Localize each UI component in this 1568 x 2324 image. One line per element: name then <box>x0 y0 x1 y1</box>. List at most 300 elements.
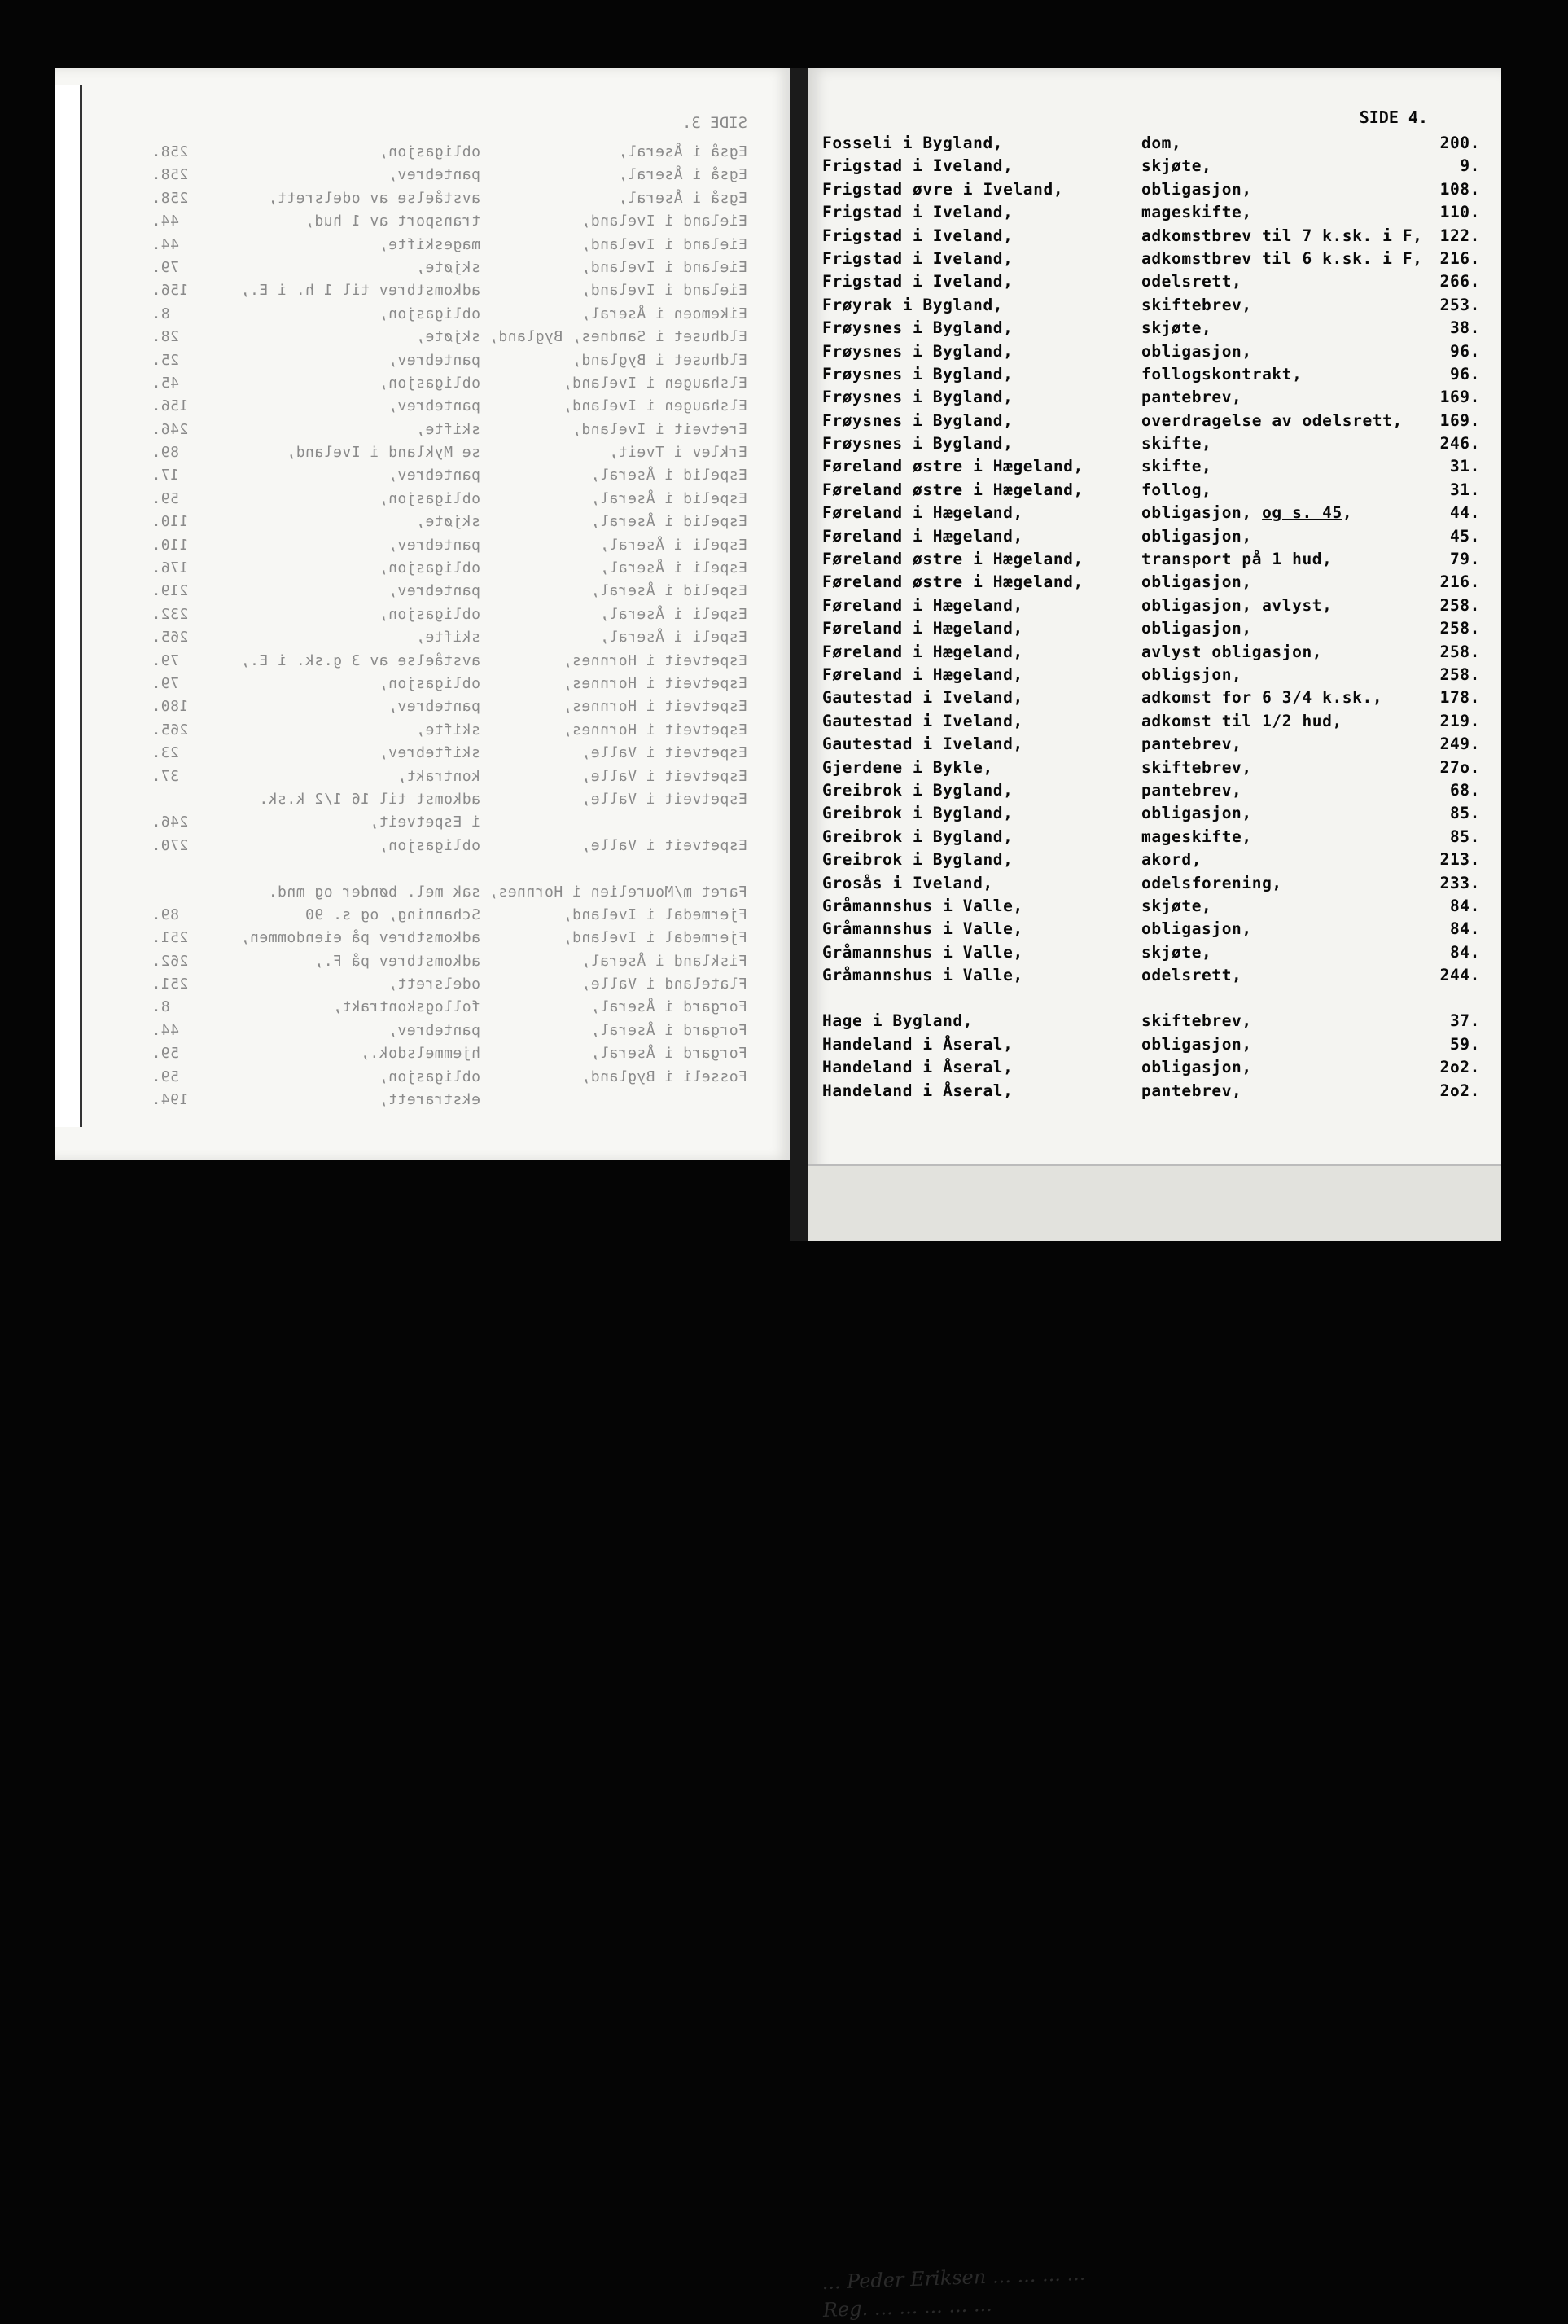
bleed-page: 156. <box>151 282 189 300</box>
bleed-row <box>55 976 790 998</box>
bleed-row <box>55 1068 790 1091</box>
bleed-place: Espelid i Åseral, <box>590 582 747 600</box>
bleed-row <box>55 143 790 166</box>
place-name: Gråmannshus i Valle, <box>822 966 1023 985</box>
document-type <box>1141 249 1423 268</box>
left-page <box>55 68 790 1160</box>
index-row <box>808 249 1501 272</box>
page-reference: 2o2. <box>1439 1058 1480 1077</box>
page-reference: 68. <box>1449 780 1480 800</box>
bleed-doc: obligasjon, <box>379 374 480 392</box>
bleed-row <box>55 1045 790 1068</box>
document-type-text: obligasjon, <box>1141 1034 1252 1054</box>
document-type <box>1141 665 1242 684</box>
document-type-text: obligasjon, <box>1141 572 1252 592</box>
bleed-row <box>55 582 790 605</box>
bleed-row <box>55 884 790 906</box>
bleed-place: Eldhuset i Bygland, <box>572 351 747 369</box>
right-page <box>808 68 1501 2322</box>
index-row <box>808 1035 1501 1058</box>
handwritten-line-2: Reg. ... ... ... ... ... <box>822 2292 993 2322</box>
document-type-text: odelsforening, <box>1141 873 1282 892</box>
page-reference: 59. <box>1449 1034 1480 1054</box>
document-type-text: obligasjon, <box>1141 526 1252 546</box>
place-name: Føreland østre i Hægeland, <box>822 550 1084 569</box>
document-type <box>1141 318 1211 337</box>
document-type-text: follog, <box>1141 480 1212 499</box>
bleed-row <box>55 1022 790 1045</box>
bleed-row <box>55 629 790 651</box>
bleed-row <box>55 744 790 767</box>
place-name: Gautestad i Iveland, <box>822 734 1023 754</box>
bleed-doc: ekstrarett, <box>379 1091 480 1109</box>
document-type-text: obligsjon, <box>1141 664 1242 684</box>
bleed-doc: pantebrev, <box>388 467 480 485</box>
document-type-text: skjøte, <box>1141 942 1212 962</box>
page-reference: 258. <box>1439 619 1480 638</box>
document-type-text: skiftebrev, <box>1141 1011 1252 1031</box>
index-row <box>808 919 1501 942</box>
index-row <box>808 457 1501 480</box>
bleed-page: 110. <box>151 536 189 554</box>
place-name: Frigstad i Iveland, <box>822 203 1014 222</box>
page-reference: 9. <box>1460 156 1480 176</box>
index-row <box>808 203 1501 226</box>
page-reference: 84. <box>1449 896 1480 915</box>
bleed-place: Forgard i Åseral, <box>590 998 747 1016</box>
page-reference: 110. <box>1439 203 1480 222</box>
page-reference: 200. <box>1439 134 1480 152</box>
bleed-doc: avståelse av odelsrett, <box>268 189 480 207</box>
page-reference: 96. <box>1449 364 1480 384</box>
bleed-page: 89. <box>151 444 180 462</box>
document-type <box>1141 688 1382 707</box>
place-name: Føreland i Hægeland, <box>822 526 1023 546</box>
document-type <box>1141 804 1252 822</box>
bleed-row <box>55 698 790 721</box>
bleed-place: Espeli i Åseral, <box>599 605 747 623</box>
document-type-text: mageskifte, <box>1141 827 1252 846</box>
page-reference: 79. <box>1449 550 1480 569</box>
bleed-row <box>55 259 790 282</box>
index-row <box>808 572 1501 595</box>
bleed-place: Espeli i Åseral, <box>599 559 747 577</box>
place-name: Frøysnes i Bygland, <box>822 341 1014 361</box>
place-name: Frøysnes i Bygland, <box>822 410 1014 430</box>
bleed-row <box>55 166 790 189</box>
document-type-text: follogskontrakt, <box>1141 364 1303 384</box>
page-reference: 258. <box>1439 595 1480 615</box>
bleed-page: 89. <box>151 905 180 923</box>
page-reference: 84. <box>1449 942 1480 962</box>
bleed-page: 59. <box>151 1068 180 1085</box>
bleed-doc: obligasjon, <box>379 489 480 507</box>
place-name: Gjerdene i Bykle, <box>822 757 993 777</box>
document-type <box>1141 781 1242 800</box>
document-type-text: skjøte, <box>1141 156 1212 176</box>
cross-reference: og s. 45 <box>1262 503 1342 523</box>
bleed-doc: pantebrev, <box>388 536 480 554</box>
bleed-doc: obligasjon, <box>379 836 480 854</box>
place-name: Greibrok i Bygland, <box>822 804 1014 823</box>
place-name: Handeland i Åseral, <box>822 1034 1014 1054</box>
document-type <box>1141 1035 1252 1054</box>
document-type-text: skjøte, <box>1141 318 1212 338</box>
bleed-page: 28. <box>151 328 180 346</box>
bleed-doc: pantebrev, <box>388 166 480 184</box>
bleed-page: 258. <box>151 143 189 160</box>
bleed-place: Espetveit i Valle, <box>580 767 747 785</box>
index-row <box>808 966 1501 989</box>
document-type-text: skifte, <box>1141 434 1212 454</box>
bleed-place: Forgard i Åseral, <box>590 1045 747 1063</box>
bleed-doc: odelsrett, <box>388 976 480 993</box>
index-row <box>808 596 1501 619</box>
bleed-row <box>55 837 790 860</box>
document-type <box>1141 874 1282 892</box>
bleed-page: 110. <box>151 513 189 531</box>
place-name: Hage i Bygland, <box>822 1011 974 1031</box>
bleed-page: 265. <box>151 629 189 647</box>
bleed-place: Eldhuset i Sandnes, Bygland, <box>488 328 747 346</box>
bleed-page: 258. <box>151 166 189 184</box>
bleed-doc: i Espetveit, <box>369 813 480 831</box>
bleed-row <box>55 421 790 444</box>
place-name: Føreland i Hægeland, <box>822 642 1023 661</box>
bleed-page: 17. <box>151 467 180 485</box>
document-type: obligasjon, og s. 45, <box>1141 503 1353 523</box>
place-name: Greibrok i Bygland, <box>822 780 1014 800</box>
document-type <box>1141 272 1242 291</box>
bleed-place: Espetveit i Valle, <box>580 790 747 808</box>
index-row <box>808 365 1501 388</box>
document-type-text: obligasjon, <box>1141 1058 1252 1077</box>
place-name: Frigstad i Iveland, <box>822 156 1014 176</box>
bleed-doc: obligasjon, <box>379 1068 480 1085</box>
page-reference: 45. <box>1449 526 1480 546</box>
page-number: SIDE 4. <box>1359 107 1428 127</box>
index-row <box>808 318 1501 341</box>
place-name: Føreland i Hægeland, <box>822 664 1023 684</box>
index-row <box>808 226 1501 249</box>
bleed-row <box>55 791 790 813</box>
left-index-list <box>55 143 790 1114</box>
bleed-place: Forgard i Åseral, <box>590 1021 747 1039</box>
bleed-row <box>55 675 790 698</box>
document-type-text: adkomst for 6 3/4 k.sk., <box>1141 688 1383 708</box>
bleed-doc: adkomst til 16 1/2 k.sk. <box>258 790 480 808</box>
bleed-place: Eieland i Iveland, <box>580 258 747 276</box>
place-name: Gråmannshus i Valle, <box>822 896 1023 915</box>
document-type-text: adkomst til 1/2 hud, <box>1141 711 1342 730</box>
bleed-doc: adkomstbrev på F., <box>313 952 480 970</box>
document-type <box>1141 919 1252 938</box>
document-type <box>1141 226 1423 245</box>
bleed-doc: pantebrev, <box>388 397 480 415</box>
index-row <box>808 527 1501 550</box>
page-reference: 178. <box>1439 688 1480 708</box>
bleed-place: Espetveit i Hornnes, <box>563 674 747 692</box>
place-name: Greibrok i Bygland, <box>822 827 1014 846</box>
handwritten-strip <box>808 1164 1501 2322</box>
place-name: Frigstad i Iveland, <box>822 248 1014 268</box>
document-type <box>1141 134 1181 152</box>
document-type-text: adkomstbrev til 6 k.sk. i F, <box>1141 248 1423 268</box>
index-row <box>808 1058 1501 1081</box>
bleed-page: 59. <box>151 489 180 507</box>
document-type <box>1141 296 1252 314</box>
document-type-text: obligasjon, <box>1141 619 1252 638</box>
document-type <box>1141 1011 1252 1030</box>
bleed-page: 37. <box>151 767 180 785</box>
bleed-doc: skjøte, <box>415 328 480 346</box>
bleed-row <box>55 606 790 629</box>
bleed-doc: sak mel. bønder og mnd. <box>268 883 480 901</box>
bleed-place: Fjermedal i Iveland, <box>563 929 747 947</box>
page-reference: 169. <box>1439 410 1480 430</box>
place-name: Frigstad i Iveland, <box>822 272 1014 292</box>
document-type <box>1141 434 1211 453</box>
document-type <box>1141 527 1252 546</box>
bleed-row <box>55 375 790 397</box>
page-reference: 108. <box>1439 179 1480 199</box>
place-name: Frøysnes i Bygland, <box>822 318 1014 338</box>
bleed-doc: se Mykland i Iveland, <box>286 444 480 462</box>
bleed-place: Elshaugen i Iveland, <box>563 397 747 415</box>
bleed-doc: pantebrev, <box>388 351 480 369</box>
bleed-row <box>55 213 790 235</box>
page-reference: 258. <box>1439 642 1480 661</box>
bleed-doc: pantebrev, <box>388 698 480 716</box>
bleed-row <box>55 953 790 976</box>
index-row <box>808 411 1501 434</box>
bleed-doc: obligasjon, <box>379 305 480 322</box>
bleed-row <box>55 998 790 1021</box>
place-name: Gråmannshus i Valle, <box>822 919 1023 939</box>
page-reference: 249. <box>1439 734 1480 754</box>
document-type-text: akord, <box>1141 850 1202 870</box>
bleed-doc: Schanning, og s. 90 <box>304 905 480 923</box>
document-type <box>1141 897 1211 915</box>
document-type <box>1141 712 1342 730</box>
index-list <box>808 134 1501 1104</box>
place-name: Grosås i Iveland, <box>822 873 993 892</box>
document-type-text: skiftebrev, <box>1141 295 1252 314</box>
index-row <box>808 342 1501 365</box>
bleed-row <box>55 929 790 952</box>
document-type-text: skifte, <box>1141 457 1212 476</box>
page-reference: 213. <box>1439 850 1480 870</box>
bleed-row <box>55 652 790 675</box>
place-name: Frigstad øvre i Iveland, <box>822 179 1064 199</box>
bleed-row <box>55 813 790 836</box>
page-reference: 169. <box>1439 388 1480 407</box>
bleed-row <box>55 721 790 744</box>
document-type <box>1141 619 1252 638</box>
document-type-text: pantebrev, <box>1141 388 1242 407</box>
index-row <box>808 388 1501 410</box>
index-row <box>808 897 1501 919</box>
place-name: Handeland i Åseral, <box>822 1058 1014 1077</box>
document-type-text: odelsrett, <box>1141 966 1242 985</box>
bleed-doc: skjøte, <box>415 258 480 276</box>
bleed-through-text <box>55 68 790 1160</box>
bleed-row <box>55 559 790 582</box>
document-type-text: skjøte, <box>1141 896 1212 915</box>
bleed-row <box>55 490 790 513</box>
bleed-place: Espetveit i Hornnes, <box>563 721 747 739</box>
bleed-place: Espelid i Åseral, <box>590 489 747 507</box>
bleed-page: 270. <box>151 836 189 854</box>
bleed-page: 8. <box>151 305 170 322</box>
index-row <box>808 827 1501 850</box>
place-name: Frøyrak i Bygland, <box>822 295 1004 314</box>
index-row <box>808 480 1501 503</box>
bleed-doc: hjemmelsdok., <box>360 1045 480 1063</box>
index-row <box>808 943 1501 966</box>
place-name: Føreland i Hægeland, <box>822 619 1023 638</box>
bleed-page: 44. <box>151 235 180 253</box>
document-type <box>1141 596 1332 615</box>
document-type <box>1141 1081 1242 1100</box>
document-type-text: adkomstbrev til 7 k.sk. i F, <box>1141 226 1423 245</box>
document-type <box>1141 180 1252 199</box>
bleed-doc: transport av 1 hud, <box>304 213 480 230</box>
bleed-place: Espetveit i Valle, <box>580 836 747 854</box>
page-reference: 37. <box>1449 1011 1480 1031</box>
document-type-text: pantebrev, <box>1141 780 1242 800</box>
place-name: Fosseli i Bygland, <box>822 134 1004 152</box>
bleed-doc: follogskontrakt, <box>332 998 480 1016</box>
bleed-row <box>55 328 790 351</box>
document-type <box>1141 758 1252 777</box>
index-row <box>808 134 1501 156</box>
page-reference: 258. <box>1439 664 1480 684</box>
place-name: Føreland østre i Hægeland, <box>822 480 1084 499</box>
bleed-place: Fjermedal i Iveland, <box>563 905 747 923</box>
index-row <box>808 758 1501 781</box>
bleed-page: 246. <box>151 420 189 438</box>
bleed-doc: obligasjon, <box>379 559 480 577</box>
page-reference: 84. <box>1449 919 1480 939</box>
document-type <box>1141 943 1211 962</box>
page-reference: 246. <box>1439 434 1480 454</box>
bleed-page: 23. <box>151 744 180 762</box>
bleed-row <box>55 768 790 791</box>
bleed-page: 176. <box>151 559 189 577</box>
bleed-row <box>55 236 790 259</box>
index-row <box>808 434 1501 457</box>
bleed-page: 265. <box>151 721 189 739</box>
bleed-place: Eretveit i Iveland, <box>572 420 747 438</box>
bleed-doc: adkomstbrev til 1 h. i E., <box>240 282 480 300</box>
place-name: Handeland i Åseral, <box>822 1081 1014 1100</box>
bleed-doc: obligasjon, <box>379 605 480 623</box>
document-type <box>1141 572 1252 591</box>
index-row <box>808 781 1501 804</box>
page-reference: 233. <box>1439 873 1480 892</box>
page-reference: 38. <box>1449 318 1480 338</box>
book-spine <box>790 68 808 1241</box>
document-type-text: dom, <box>1141 134 1182 152</box>
bleed-doc: skiftebrev, <box>379 744 480 762</box>
place-name: Gautestad i Iveland, <box>822 688 1023 708</box>
page-reference: 216. <box>1439 572 1480 592</box>
bleed-row <box>55 397 790 420</box>
bleed-row <box>55 906 790 929</box>
index-row <box>808 1081 1501 1104</box>
page-reference: 219. <box>1439 711 1480 730</box>
page-reference: 85. <box>1449 804 1480 823</box>
place-name: Føreland i Hægeland, <box>822 595 1023 615</box>
document-type-text: pantebrev, <box>1141 1081 1242 1100</box>
bleed-page: 45. <box>151 374 180 392</box>
bleed-doc: obligasjon, <box>379 143 480 160</box>
document-type <box>1141 966 1242 984</box>
bleed-place: Espelid i Åseral, <box>590 467 747 485</box>
document-type <box>1141 550 1332 568</box>
bleed-page: 258. <box>151 189 189 207</box>
document-type <box>1141 388 1242 406</box>
document-type <box>1141 1058 1252 1076</box>
document-type-text: obligasjon, <box>1141 919 1252 939</box>
bleed-place: Espetveit i Hornnes, <box>563 698 747 716</box>
index-row <box>808 804 1501 827</box>
bleed-place: Espelid i Åseral, <box>590 513 747 531</box>
page-reference: 122. <box>1439 226 1480 245</box>
index-row <box>808 296 1501 318</box>
bleed-doc: skjøte, <box>415 513 480 531</box>
document-type-text: obligasjon, <box>1141 503 1252 523</box>
handwritten-line-1: ... Peder Eriksen ... ... ... ... <box>821 2261 1086 2294</box>
document-type-text: transport på 1 hud, <box>1141 550 1333 569</box>
bleed-page: 156. <box>151 397 189 415</box>
bleed-place: Eieland i Iveland, <box>580 282 747 300</box>
page-reference: 266. <box>1439 272 1480 292</box>
handwritten-note <box>821 2246 1474 2324</box>
page-reference: 253. <box>1439 295 1480 314</box>
index-row <box>808 688 1501 711</box>
bleed-page: 79. <box>151 651 180 669</box>
bleed-page: 194. <box>151 1091 189 1109</box>
page-reference: 85. <box>1449 827 1480 846</box>
bleed-doc: skifte, <box>415 721 480 739</box>
bleed-place: Espetveit i Valle, <box>580 744 747 762</box>
index-row <box>808 874 1501 897</box>
index-row <box>808 734 1501 757</box>
document-type <box>1141 411 1403 430</box>
place-name: Gautestad i Iveland, <box>822 711 1023 730</box>
bleed-row <box>55 513 790 536</box>
document-type <box>1141 342 1252 361</box>
document-type <box>1141 642 1322 661</box>
index-row <box>808 665 1501 688</box>
place-name: Føreland i Hægeland, <box>822 503 1023 523</box>
bleed-page: 79. <box>151 674 180 692</box>
bleed-place: Espeli i Åseral, <box>599 629 747 647</box>
document-type-text: avlyst obligasjon, <box>1141 642 1323 661</box>
bleed-row <box>55 305 790 328</box>
page-reference: 2o2. <box>1439 1081 1480 1100</box>
index-row <box>808 850 1501 873</box>
bleed-doc: pantebrev, <box>388 1021 480 1039</box>
bleed-doc: kontrakt, <box>396 767 480 785</box>
page-reference: 216. <box>1439 248 1480 268</box>
bleed-place: Egså i Åseral, <box>618 166 747 184</box>
bleed-place: Flateland i Valle, <box>580 976 747 993</box>
index-row <box>808 1011 1501 1034</box>
index-row <box>808 503 1501 526</box>
